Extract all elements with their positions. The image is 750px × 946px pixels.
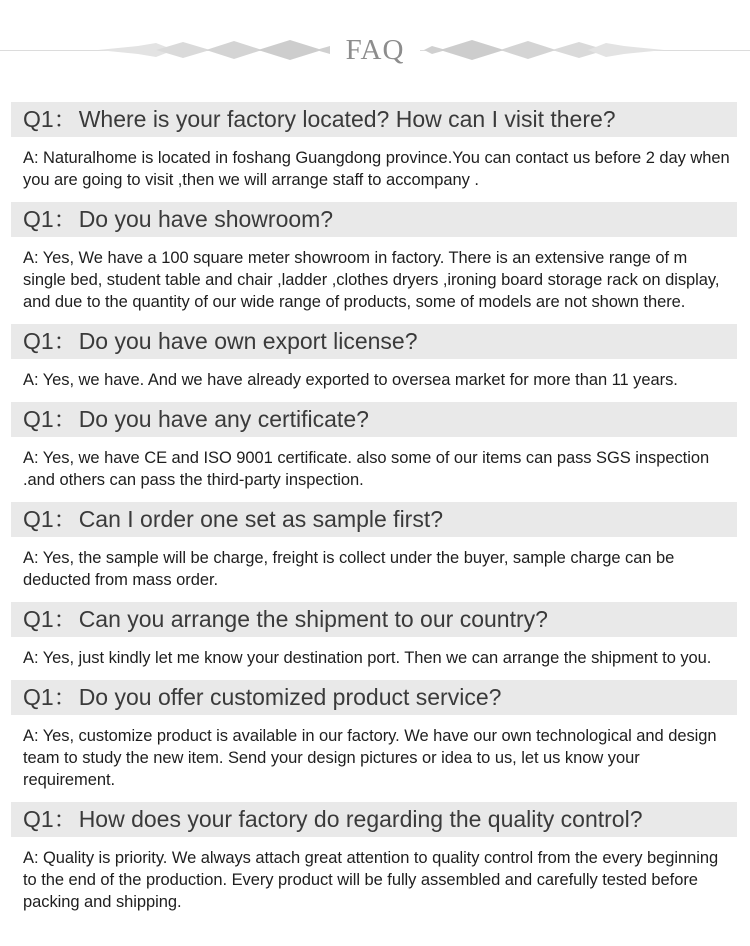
question-bar [11, 202, 737, 237]
decorative-diamonds-right [424, 36, 664, 64]
faq-item [11, 102, 737, 202]
question-bar [11, 502, 737, 537]
answer-text: A: Naturalhome is located in foshang Guangdong province.You can contact us before 2 day when you are going to visit ,then we will arrange staff to accompany . [23, 149, 730, 189]
question-number: Q1： [23, 506, 77, 532]
question-text: Do you offer customized product service? [78, 684, 502, 710]
answer-text: A: Yes, We have a 100 square meter showroom in factory. There is an extensive range of m single bed, student table and chair ,ladder ,clothes dryers ,ironing board storage rack on display, and due to the quantity of our wide range of products, some of models are not shown there. [23, 249, 720, 311]
question-text: Can I order one set as sample first? [78, 506, 444, 532]
question-number: Q1： [23, 206, 77, 232]
faq-item [11, 802, 737, 924]
question-bar [11, 602, 737, 637]
question-text: How does your factory do regarding the quality control? [78, 806, 643, 832]
question-bar [11, 324, 737, 359]
answer-text: A: Yes, we have CE and ISO 9001 certificate. also some of our items can pass SGS inspection .and others can pass the third-party inspection. [23, 449, 710, 489]
faq-item [11, 602, 737, 680]
faq-title: FAQ [330, 32, 420, 68]
faq-list [11, 102, 737, 924]
question-bar [11, 402, 737, 437]
answer-text: A: Quality is priority. We always attach great attention to quality control from the every beginning to the end of the production. Every product will be fully assembled and carefully tested before packing and shipping. [23, 849, 719, 911]
faq-item [11, 202, 737, 324]
question-number: Q1： [23, 406, 77, 432]
faq-item [11, 502, 737, 602]
faq-item [11, 402, 737, 502]
question-number: Q1： [23, 328, 77, 354]
decorative-diamonds-left [98, 36, 338, 64]
faq-item [11, 680, 737, 802]
question-text: Do you have own export license? [78, 328, 418, 354]
question-bar [11, 680, 737, 715]
question-bar [11, 802, 737, 837]
question-bar [11, 102, 737, 137]
question-number: Q1： [23, 806, 77, 832]
question-number: Q1： [23, 606, 77, 632]
answer-text: A: Yes, the sample will be charge, freight is collect under the buyer, sample charge can be deducted from mass order. [23, 549, 675, 589]
faq-item [11, 324, 737, 402]
answer-text: A: Yes, customize product is available in our factory. We have our own technological and design team to study the new item. Send your design pictures or idea to us, let us know your requirement. [23, 727, 717, 789]
question-text: Do you have showroom? [78, 206, 334, 232]
question-number: Q1： [23, 684, 77, 710]
answer-text: A: Yes, we have. And we have already exported to oversea market for more than 11 years. [23, 371, 678, 389]
question-number: Q1： [23, 106, 77, 132]
answer-text: A: Yes, just kindly let me know your destination port. Then we can arrange the shipment to you. [23, 649, 712, 667]
question-text: Can you arrange the shipment to our country? [78, 606, 548, 632]
question-text: Do you have any certificate? [78, 406, 369, 432]
question-text: Where is your factory located? How can I visit there? [78, 106, 616, 132]
faq-header [0, 0, 750, 90]
